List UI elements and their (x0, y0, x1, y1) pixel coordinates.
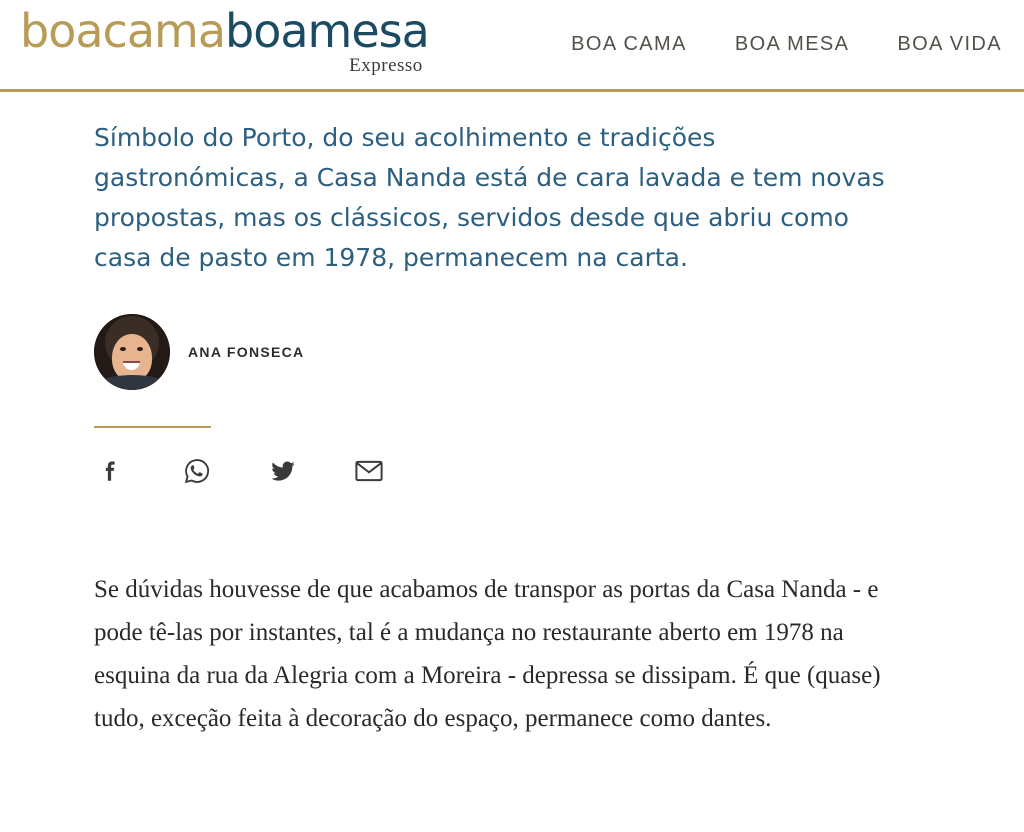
avatar-shoulder (94, 375, 170, 390)
logo-word-cama: cama (102, 4, 226, 58)
byline (94, 314, 1004, 390)
nav-item-boa-mesa[interactable]: BOA MESA (734, 32, 850, 55)
article (0, 118, 1024, 740)
logo-word-boa-1: boa (20, 4, 103, 58)
logo-word-mesa: mesa (307, 4, 429, 58)
share-twitter-button[interactable] (266, 454, 300, 488)
nav-item-boa-vida[interactable]: BOA VIDA (897, 32, 1002, 55)
main-navigation (571, 0, 1024, 88)
site-header (0, 0, 1024, 92)
nav-item-boa-cama[interactable]: BOA CAMA (571, 32, 687, 55)
email-icon (355, 458, 383, 484)
twitter-icon (269, 457, 297, 485)
author-name: ANA FONSECA (188, 344, 305, 360)
avatar-face (112, 334, 152, 381)
section-divider (94, 426, 211, 428)
share-whatsapp-button[interactable] (180, 454, 214, 488)
logo-word-boa-2: boa (225, 4, 308, 58)
facebook-icon (98, 458, 124, 484)
share-email-button[interactable] (352, 454, 386, 488)
article-body-paragraph: Se dúvidas houvesse de que acabamos de transpor as portas da Casa Nanda - e pode tê-las por instantes, tal é a mudança no restaurante aberto em 1978 na esquina da rua da Alegria com a Moreira - depressa se dissipam. É que (quase) tudo, exceção feita à decoração do espaço, permanece como dantes. (94, 576, 881, 732)
share-facebook-button[interactable] (94, 454, 128, 488)
logo-subtitle: Expresso (349, 55, 423, 76)
whatsapp-icon (183, 457, 211, 485)
avatar (94, 314, 170, 390)
site-logo[interactable] (0, 0, 429, 75)
logo-wordmark (20, 4, 429, 58)
share-bar (94, 454, 1004, 488)
article-lede: Símbolo do Porto, do seu acolhimento e tradições gastronómicas, a Casa Nanda está de cara lavada e tem novas propostas, mas os clássicos, servidos desde que abriu como casa de pasto em 1978, permanecem na carta. (94, 123, 885, 272)
